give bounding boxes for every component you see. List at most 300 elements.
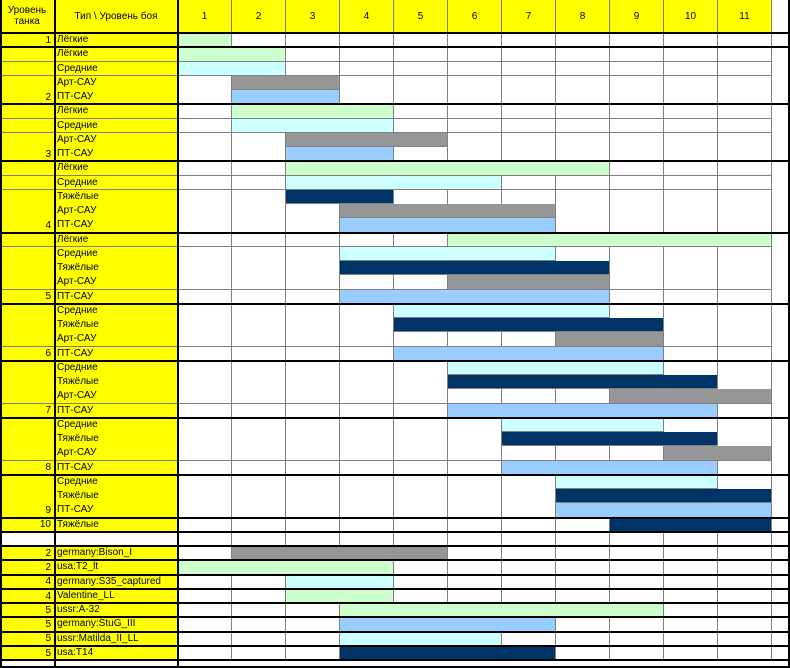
battle-range-bar [340, 247, 556, 261]
grid-cell [178, 475, 232, 490]
row-type: Арт-САУ [55, 76, 178, 91]
header-battle-level: 4 [340, 0, 394, 33]
column-separator [0, 0, 2, 668]
grid-cell [718, 176, 772, 191]
header-type-label: Тип \ Уровень боя [55, 0, 178, 33]
row-type: ПТ-САУ [55, 461, 178, 476]
grid-cell [178, 489, 232, 504]
battle-range-bar [286, 589, 394, 603]
row-level-value: 9 [45, 505, 51, 516]
grid-cell [340, 62, 394, 77]
grid-cell [286, 361, 340, 376]
grid-cell [394, 233, 448, 248]
grid-cell [286, 318, 340, 333]
grid-cell [502, 62, 556, 77]
row-type: ПТ-САУ [55, 290, 178, 305]
row-level-value: 2 [45, 562, 51, 573]
grid-cell [286, 375, 340, 390]
battle-range-bar [610, 389, 772, 403]
header-battle-level: 11 [718, 0, 772, 33]
grid-cell [610, 446, 664, 461]
grid-cell [178, 76, 232, 91]
grid-cell [718, 247, 772, 262]
grid-cell [610, 104, 664, 119]
grid-cell [178, 161, 232, 176]
battle-range-bar [178, 62, 286, 76]
grid-cell [718, 119, 772, 134]
grid-cell [178, 104, 232, 119]
row-level [0, 247, 55, 262]
row-type: Средние [55, 176, 178, 191]
battle-range-bar [232, 119, 394, 133]
group-separator [0, 602, 790, 604]
grid-cell [178, 233, 232, 248]
battle-range-bar [448, 233, 772, 247]
row-type: Лёгкие [55, 233, 178, 248]
battle-range-bar [394, 347, 664, 361]
grid-cell [286, 332, 340, 347]
grid-cell [394, 119, 448, 134]
grid-cell [664, 47, 718, 62]
grid-cell [340, 389, 394, 404]
battle-range-bar [340, 632, 502, 646]
grid-cell [178, 261, 232, 276]
grid-cell [502, 489, 556, 504]
column-separator [54, 0, 56, 668]
grid-cell [718, 375, 772, 390]
group-separator [0, 103, 790, 105]
grid-cell [664, 161, 718, 176]
grid-cell [556, 62, 610, 77]
grid-cell [556, 119, 610, 134]
grid-cell [232, 375, 286, 390]
grid-cell [232, 190, 286, 205]
row-type: Арт-САУ [55, 389, 178, 404]
header-battle-level: 2 [232, 0, 286, 33]
row-level [0, 475, 55, 490]
group-separator [0, 303, 790, 305]
grid-cell [178, 176, 232, 191]
grid-cell [664, 119, 718, 134]
group-separator [0, 659, 790, 661]
grid-cell [178, 432, 232, 447]
row-type: Арт-САУ [55, 332, 178, 347]
row-type: Средние [55, 304, 178, 319]
grid-cell [718, 133, 772, 148]
grid-cell [340, 318, 394, 333]
grid-cell [286, 233, 340, 248]
grid-cell [394, 47, 448, 62]
row-type: Арт-САУ [55, 133, 178, 148]
grid-cell [340, 432, 394, 447]
grid-cell [610, 275, 664, 290]
grid-cell [718, 161, 772, 176]
grid-cell [556, 446, 610, 461]
row-type: ПТ-САУ [55, 404, 178, 419]
grid-cell [448, 62, 502, 77]
battle-range-bar [664, 446, 772, 460]
row-type: Тяжёлые [55, 261, 178, 276]
grid-cell [178, 204, 232, 219]
grid-cell [556, 176, 610, 191]
grid-cell [448, 190, 502, 205]
grid-cell [340, 233, 394, 248]
row-type: Средние [55, 62, 178, 77]
grid-cell [232, 389, 286, 404]
grid-cell [340, 304, 394, 319]
header-separator [0, 32, 790, 34]
row-type: Арт-САУ [55, 204, 178, 219]
grid-cell [286, 432, 340, 447]
grid-cell [394, 62, 448, 77]
grid-cell [610, 204, 664, 219]
grid-cell [340, 489, 394, 504]
battle-range-bar [232, 76, 340, 90]
row-type: Valentine_LL [55, 589, 178, 604]
row-level-value: 8 [45, 462, 51, 474]
group-separator [0, 232, 790, 234]
grid-cell [394, 475, 448, 490]
grid-cell [232, 332, 286, 347]
battle-range-bar [340, 218, 556, 232]
grid-cell [502, 47, 556, 62]
grid-cell [232, 418, 286, 433]
grid-cell [718, 47, 772, 62]
grid-cell [448, 446, 502, 461]
header-battle-level: 1 [178, 0, 232, 33]
row-type: Арт-САУ [55, 446, 178, 461]
battle-range-bar [340, 617, 556, 631]
grid-cell [556, 247, 610, 262]
grid-cell [340, 475, 394, 490]
row-level [0, 375, 55, 390]
row-level [0, 119, 55, 134]
grid-cell [610, 47, 664, 62]
grid-cell [664, 104, 718, 119]
grid-cell [718, 432, 772, 447]
grid-cell [232, 432, 286, 447]
grid-cell [340, 375, 394, 390]
grid-cell [394, 446, 448, 461]
row-level-value: 2 [45, 91, 51, 103]
grid-cell [610, 62, 664, 77]
row-level [0, 304, 55, 319]
battle-range-bar [556, 475, 718, 489]
grid-cell [610, 176, 664, 191]
grid-cell [286, 489, 340, 504]
battle-range-bar [556, 332, 664, 346]
grid-cell [664, 176, 718, 191]
grid-cell [718, 418, 772, 433]
group-separator [0, 559, 790, 561]
battle-range-bar [178, 560, 394, 574]
grid-cell [664, 204, 718, 219]
column-separator [177, 0, 179, 668]
battle-range-bar [286, 133, 448, 147]
header-battle-level: 3 [286, 0, 340, 33]
grid-cell [502, 76, 556, 91]
row-level-value: 4 [45, 220, 51, 231]
grid-cell [340, 76, 394, 91]
battle-range-bar [232, 104, 394, 118]
grid-cell [664, 133, 718, 148]
grid-cell [232, 247, 286, 262]
row-level [0, 47, 55, 62]
grid-cell [502, 475, 556, 490]
grid-cell [232, 233, 286, 248]
row-level [0, 432, 55, 447]
row-level [0, 176, 55, 191]
grid-cell [286, 261, 340, 276]
grid-cell [718, 304, 772, 319]
header-battle-level: 9 [610, 0, 664, 33]
header-battle-level: 8 [556, 0, 610, 33]
grid-cell [394, 190, 448, 205]
group-separator [0, 474, 790, 476]
grid-cell [178, 375, 232, 390]
grid-cell [448, 389, 502, 404]
grid-cell [286, 275, 340, 290]
row-level [0, 275, 55, 290]
grid-cell [232, 261, 286, 276]
row-type: Тяжёлые [55, 489, 178, 504]
group-separator [0, 531, 790, 533]
grid-cell [178, 332, 232, 347]
grid-cell [502, 104, 556, 119]
grid-cell [718, 76, 772, 91]
battle-range-bar [502, 461, 718, 475]
grid-cell [664, 76, 718, 91]
row-level-value: 5 [45, 291, 51, 303]
row-type: ussr:Matilda_II_LL [55, 632, 178, 647]
grid-cell [502, 133, 556, 148]
grid-cell [286, 475, 340, 490]
battle-range-bar [178, 47, 286, 61]
row-type: Средние [55, 119, 178, 134]
grid-cell [718, 275, 772, 290]
battle-range-bar [394, 304, 610, 318]
grid-cell [340, 275, 394, 290]
battle-range-bar [502, 418, 664, 432]
row-level [0, 261, 55, 276]
grid-cell [340, 418, 394, 433]
grid-cell [232, 304, 286, 319]
row-type: Лёгкие [55, 33, 178, 48]
grid-cell [664, 261, 718, 276]
grid-cell [556, 190, 610, 205]
grid-cell [232, 161, 286, 176]
row-level [0, 161, 55, 176]
row-level-value: 5 [45, 647, 51, 659]
row-level-value: 5 [45, 619, 51, 630]
row-type: Тяжёлые [55, 318, 178, 333]
row-type: usa:T14 [55, 646, 178, 661]
grid-cell [448, 418, 502, 433]
row-level-value: 1 [45, 34, 51, 46]
grid-cell [718, 261, 772, 276]
grid-cell [556, 104, 610, 119]
battle-range-bar [286, 147, 394, 161]
group-separator [0, 46, 790, 48]
row-type: germany:S35_captured [55, 575, 178, 590]
grid-cell [286, 47, 340, 62]
grid-cell [502, 176, 556, 191]
row-level [0, 62, 55, 77]
grid-cell [394, 76, 448, 91]
grid-cell [286, 389, 340, 404]
row-type: ПТ-САУ [55, 90, 178, 105]
row-type: Тяжёлые [55, 432, 178, 447]
header-battle-level: 10 [664, 0, 718, 33]
grid-cell [664, 247, 718, 262]
row-level-value: 5 [45, 604, 51, 616]
row-level-value: 10 [39, 519, 51, 531]
battle-range-bar [610, 518, 772, 532]
grid-cell [502, 119, 556, 134]
grid-cell [664, 318, 718, 333]
battle-range-bar [178, 33, 232, 47]
row-type: ПТ-САУ [55, 347, 178, 362]
row-level-value: 2 [45, 547, 51, 559]
battle-range-bar [340, 603, 664, 617]
grid-cell [178, 275, 232, 290]
grid-cell [394, 361, 448, 376]
group-separator [0, 588, 790, 590]
grid-cell [286, 62, 340, 77]
row-type: ПТ-САУ [55, 218, 178, 233]
header-battle-level: 5 [394, 0, 448, 33]
row-type: Тяжёлые [55, 518, 178, 533]
grid-cell [448, 76, 502, 91]
grid-cell [340, 332, 394, 347]
row-type: germany:StuG_III [55, 617, 178, 632]
grid-cell [394, 275, 448, 290]
row-type: ussr:A-32 [55, 603, 178, 618]
grid-cell [502, 332, 556, 347]
battle-range-bar [448, 361, 664, 375]
row-type: usa:T2_lt [55, 560, 178, 575]
grid-cell [286, 446, 340, 461]
row-level [0, 489, 55, 504]
battle-range-bar [448, 275, 610, 289]
group-separator [0, 616, 790, 618]
grid-cell [610, 247, 664, 262]
grid-cell [502, 389, 556, 404]
grid-cell [232, 475, 286, 490]
grid-cell [610, 190, 664, 205]
grid-cell [232, 318, 286, 333]
row-level [0, 332, 55, 347]
grid-cell [448, 489, 502, 504]
battle-range-bar [340, 646, 556, 660]
group-separator [0, 574, 790, 576]
battle-range-bar [286, 575, 394, 589]
group-separator [0, 517, 790, 519]
battle-range-bar [286, 190, 394, 204]
row-level [0, 76, 55, 91]
grid-cell [178, 361, 232, 376]
group-separator [0, 417, 790, 419]
row-level-value: 6 [45, 348, 51, 360]
grid-cell [718, 190, 772, 205]
grid-cell [718, 62, 772, 77]
grid-cell [664, 332, 718, 347]
group-separator [0, 160, 790, 162]
row-type: Арт-САУ [55, 275, 178, 290]
row-level [0, 446, 55, 461]
grid-cell [232, 446, 286, 461]
grid-cell [394, 432, 448, 447]
grid-cell [664, 304, 718, 319]
grid-cell [610, 133, 664, 148]
grid-cell [610, 76, 664, 91]
battle-range-bar [502, 432, 718, 446]
row-level-value: 5 [45, 633, 51, 645]
grid-cell [394, 489, 448, 504]
battle-range-bar [448, 375, 718, 389]
grid-cell [556, 204, 610, 219]
grid-cell [232, 176, 286, 191]
grid-cell [178, 446, 232, 461]
row-type: Тяжёлые [55, 375, 178, 390]
battle-range-bar [340, 261, 610, 275]
group-separator [0, 545, 790, 547]
grid-cell [340, 361, 394, 376]
grid-cell [448, 475, 502, 490]
grid-cell [448, 47, 502, 62]
grid-cell [232, 204, 286, 219]
row-level-value: 7 [45, 405, 51, 417]
grid-cell [286, 418, 340, 433]
grid-cell [178, 418, 232, 433]
row-type: Тяжёлые [55, 190, 178, 205]
grid-cell [340, 47, 394, 62]
grid-cell [664, 275, 718, 290]
grid-cell [718, 332, 772, 347]
grid-cell [394, 104, 448, 119]
row-level [0, 389, 55, 404]
grid-cell [178, 133, 232, 148]
grid-cell [610, 119, 664, 134]
grid-cell [556, 47, 610, 62]
battle-range-bar [556, 489, 772, 503]
grid-cell [448, 133, 502, 148]
grid-cell [502, 446, 556, 461]
battle-range-bar [340, 204, 556, 218]
row-level [0, 233, 55, 248]
row-level-value: 3 [45, 148, 51, 160]
grid-cell [178, 389, 232, 404]
row-type: Средние [55, 247, 178, 262]
header-battle-level: 6 [448, 0, 502, 33]
grid-cell [448, 432, 502, 447]
grid-cell [232, 489, 286, 504]
battle-range-bar [448, 404, 718, 418]
grid-cell [556, 76, 610, 91]
battle-range-bar [340, 290, 610, 304]
grid-cell [610, 261, 664, 276]
row-level-value: 4 [45, 590, 51, 602]
grid-cell [178, 119, 232, 134]
grid-cell [340, 446, 394, 461]
row-level [0, 361, 55, 376]
grid-cell [448, 119, 502, 134]
row-type: Лёгкие [55, 161, 178, 176]
grid-cell [178, 318, 232, 333]
grid-cell [448, 332, 502, 347]
row-level [0, 133, 55, 148]
grid-cell [664, 418, 718, 433]
